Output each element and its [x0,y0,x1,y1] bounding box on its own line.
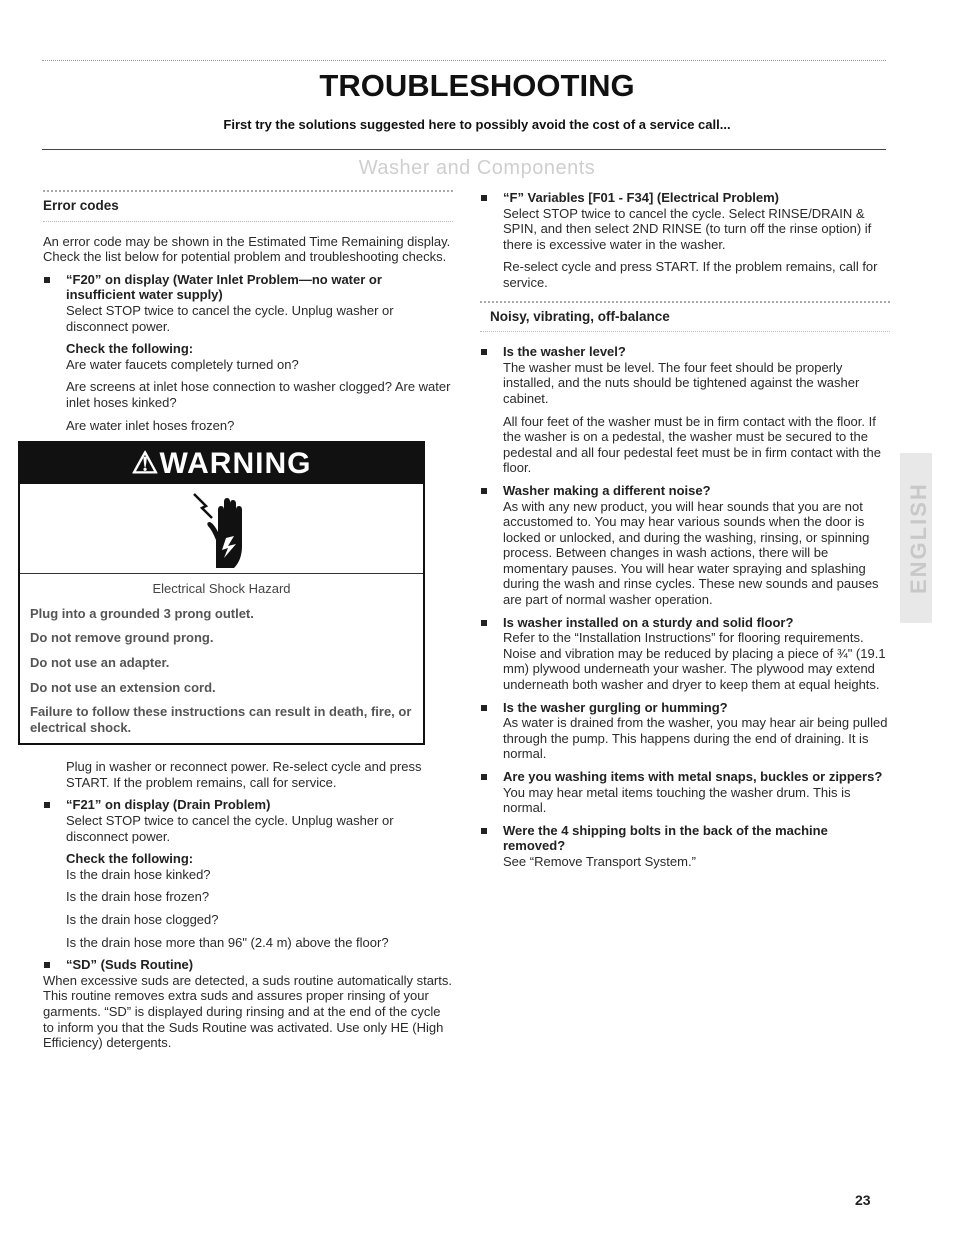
error-codes-intro: An error code may be shown in the Estimated Time Remaining display. Check the list below for potential problem and troubleshooting checks. [43,233,451,265]
f-variables-title: “F” Variables [F01 - F34] (Electrical Problem) [503,190,779,205]
warning-label: WARNING [159,447,312,481]
noise-section-title: Noisy, vibrating, off-balance [490,308,670,324]
f-variables-body-1: Select STOP twice to cancel the cycle. Select RINSE/DRAIN & SPIN, and then select 2ND RINSE (to turn off the rinse option) if there is excessive water in the washer. [503,205,872,252]
warning-line-4: Do not use an extension cord. [30,679,216,695]
warning-line-2: Do not remove ground prong. [30,630,214,646]
f20-body: Select STOP twice to cancel the cycle. Unplug washer or disconnect power. [66,302,394,334]
f20-check-label: Check the following: [66,341,194,357]
warning-line-1: Plug into a grounded 3 prong outlet. [30,605,254,621]
noise-item-level-title: Is the washer level? [503,344,626,360]
f21-check-2: Is the drain hose frozen? [66,889,210,905]
f20-item [43,272,453,334]
noise-item-bolts-para: See “Remove Transport System.” [503,853,696,869]
warning-triangle-icon: ⚠ [131,447,160,481]
electric-shock-hand-icon [190,490,250,570]
after-warning-text: Plug in washer or reconnect power. Re-select cycle and press START. If the problem remains, call for service. [66,759,422,790]
f21-item [43,797,453,844]
noise-item-bolts [480,823,890,870]
sd-body: When excessive suds are detected, a suds routine automatically starts. This routine removes extra suds and assures proper rinsing of your garments. “SD” is displayed during rinsing and at the end of the cycle to inform you that the Suds Routine was activated. Use only HE (High Efficiency) detergents. [43,972,452,1051]
sd-item [43,957,453,973]
noise-item-metal [480,769,890,816]
page-subtitle: First try the solutions suggested here to possibly avoid the cost of a service call... [223,117,731,132]
noise-item-floor-title: Is washer installed on a sturdy and solid floor? [503,614,794,630]
noise-item-different [480,483,890,608]
warning-line-5: Failure to follow these instructions can result in death, fire, or electrical shock. [30,704,412,735]
warning-header [20,443,423,484]
noise-item-floor [480,615,890,693]
warning-box [18,441,425,745]
noise-item-level [480,344,890,476]
noise-item-gurgling-title: Is the washer gurgling or humming? [503,699,728,715]
subtitle-rule [42,149,886,150]
noise-item-different-title: Washer making a different noise? [503,482,711,498]
noise-item-different-para: As with any new product, you will hear sounds that you are not accustomed to. You may hear various sounds when the door is locked or unlocked, and during the washing, rinsing, or spinning process. Between changes in wash actions, there will be momentary pauses. You will hear water spraying and splashing during the wash and rinse cycles. These new sounds and pauses are part of normal washer operation. [503,498,879,608]
warning-pictogram-area [20,484,423,574]
left-column [30,190,453,1058]
f20-check-3: Are water inlet hoses frozen? [66,417,235,433]
noise-item-bolts-title: Were the 4 shipping bolts in the back of the machine removed? [503,822,828,854]
noise-item-metal-para: You may hear metal items touching the washer drum. This is normal. [503,784,851,816]
f20-title: “F20” on display (Water Inlet Problem—no water or insufficient water supply) [66,271,382,303]
f21-checks [43,851,453,950]
f21-check-4: Is the drain hose more than 96" (2.4 m) above the floor? [66,934,389,950]
page-title: TROUBLESHOOTING [319,68,635,103]
top-rule [42,60,886,61]
f20-check-2: Are screens at inlet hose connection to washer clogged? Are water inlet hoses kinked? [66,379,451,410]
right-column [480,190,890,877]
noise-item-level-para-2: All four feet of the washer must be in firm contact with the floor. If the washer is on a pedestal, the washer must be secured to the pedestal and all four pedestal feet must be in firm contact with the floor. [503,413,881,476]
noise-item-level-para-1: The washer must be level. The four feet should be properly installed, and the nuts should be tightened against the washer cabinet. [503,359,860,406]
f21-title: “F21” on display (Drain Problem) [66,797,271,813]
f-variables-item [480,190,890,252]
error-codes-title: Error codes [43,198,119,213]
warning-text [20,574,423,743]
section-heading: Washer and Components [358,157,596,179]
warning-line-3: Do not use an adapter. [30,654,170,670]
noise-item-gurgling [480,700,890,762]
f21-check-label: Check the following: [66,851,194,867]
language-tab-label: ENGLISH [906,482,931,594]
sd-title: “SD” (Suds Routine) [66,957,194,973]
warning-hazard: Electrical Shock Hazard [152,581,291,597]
f21-check-1: Is the drain hose kinked? [66,866,211,882]
f20-checks [43,341,453,433]
noise-item-metal-title: Are you washing items with metal snaps, buckles or zippers? [503,769,883,784]
f20-check-1: Are water faucets completely turned on? [66,356,299,372]
noise-item-floor-para: Refer to the “Installation Instructions” for flooring requirements. Noise and vibration may be reduced by placing a piece of ¾" (19.1 mm) plywood underneath your washer. The plywood may extend underneath both washer and dryer to keep them at equal heights. [503,630,886,693]
noise-item-gurgling-para: As water is drained from the washer, you may hear air being pulled through the pump. This happens during the end of draining. It is normal. [503,715,888,762]
f-variables-body-2: Re-select cycle and press START. If the problem remains, call for service. [503,259,878,290]
f21-check-3: Is the drain hose clogged? [66,912,219,928]
page-number: 23 [855,1192,871,1208]
f21-body: Select STOP twice to cancel the cycle. Unplug washer or disconnect power. [66,813,394,844]
